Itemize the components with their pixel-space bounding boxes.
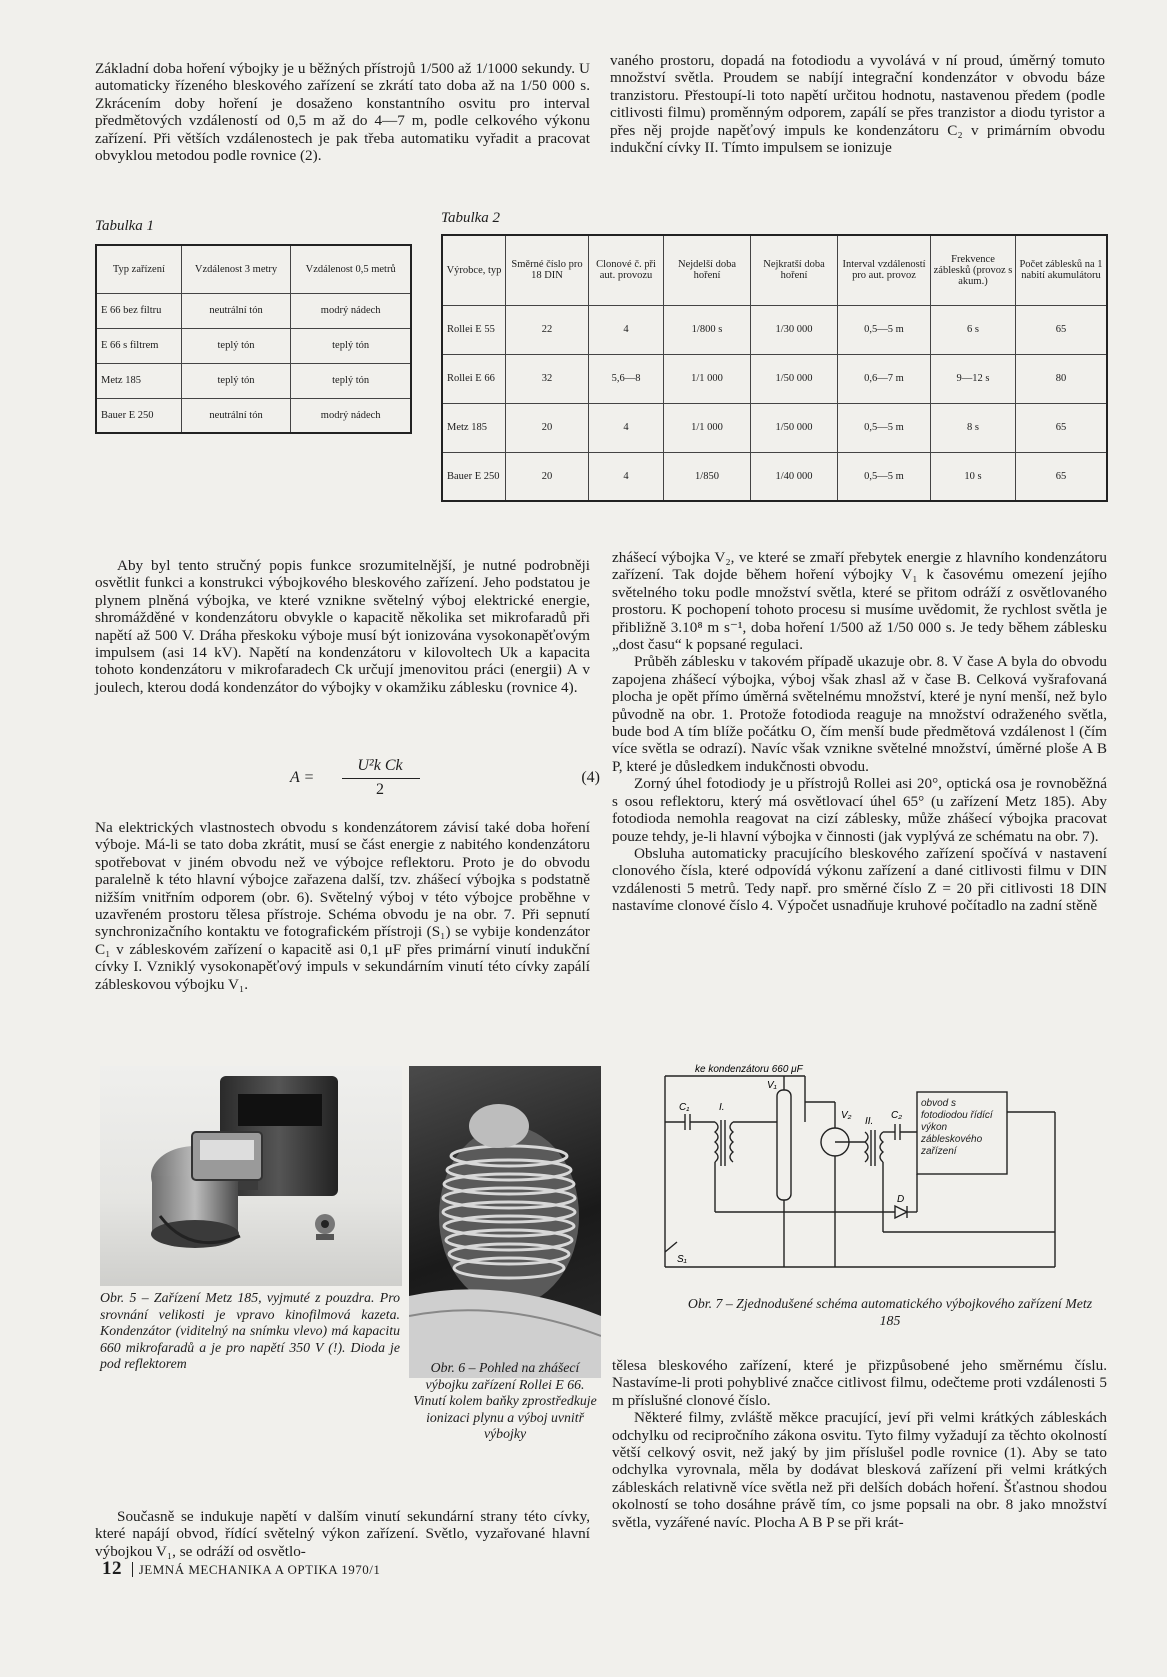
table-row — [442, 305, 1107, 354]
table-cell: 1/1 000 — [664, 354, 751, 403]
caption-obr5: Obr. 5 – Zařízení Metz 185, vyjmuté z pouzdra. Pro srovnání velikosti je vpravo kinofilmová kazeta. Kondenzátor (viditelný na snímku vlevo) má kapacitu 660 mikrofaradů a je pro napětí 350 V (!). Dioda je pod reflektorem — [100, 1290, 400, 1371]
table-cell: neutrální tón — [181, 398, 291, 433]
label-c1: C₁ — [679, 1102, 690, 1113]
table2-header: Počet záblesků na 1 nabití akumulátoru — [1016, 235, 1108, 305]
mid-right-text: zhášecí výbojka V₂, ve které se zmaří přebytek energie z hlavního kondenzátoru zařízení. Tak dojde během hoření výbojky V₁ k časovému omezení jejího světelného toku podle množství světla, které se přitom odráží z osvětlovaného prostoru. K pochopení tohoto procesu si musíme uvědomit, že rychlost světla je přibližně 3.10⁸ m s⁻¹, doba hoření 1/500 až 1/50 000 s. Je tedy během záblesku „dost času“ k popsané regulaci. Průběh záblesku v takovém případě ukazuje obr. 8. V čase A byla do obvodu zapojena zhášecí výbojka, výboj však zhasl až v čase B. Celková vyšrafovaná plocha je opět přímo úměrná světelnému množství, které je nyní menší, než bylo původně na obr. 1. Protože fotodioda reaguje na množství odraženého světla, bude bod A tím blíže počátku O, čím menší bude předmětová vzdálenost l (čím více světla se odrazí). Navíc však vznikne světelné množství, úměrné ploše A B P, které je důsledkem indukčnosti obvodu. Zorný úhel fotodiody je u přístrojů Rollei asi 20°, optická osa je rovnoběžná s osou reflektoru, který má osvětlovací úhel 65° (u zařízení Metz 185). Aby fotodioda nemohla reagovat na cizí záblesky, může zhášecí výbojka pracovat pouze tehdy, je-li hlavní výbojka v činnosti (jak vyplývá ze schématu na obr. 7). Obsluha automaticky pracujícího bleskového zařízení spočívá v nastavení clonového čísla, které odpovídá výkonu zařízení a dané citlivosti filmu v DIN vzdálenosti 5 metrů. Tedy např. pro směrné číslo Z = 20 při citlivosti 18 DIN nastavíme clonové číslo 4. Výpočet usnadňuje kruhové počítadlo na zadní stěně — [612, 549, 1107, 915]
table-cell: 1/800 s — [664, 305, 751, 354]
fraction-bar — [342, 778, 420, 779]
table-cell: modrý nádech — [291, 293, 411, 328]
table-cell: 0,5—5 m — [838, 452, 931, 501]
table-cell: E 66 s filtrem — [96, 328, 181, 363]
table-cell: Metz 185 — [442, 403, 506, 452]
table-cell: teplý tón — [291, 363, 411, 398]
table-row — [442, 452, 1107, 501]
table-row — [96, 328, 411, 363]
equation-4 — [290, 757, 600, 801]
table-cell: Bauer E 250 — [442, 452, 506, 501]
table-row — [442, 403, 1107, 452]
page-footer — [102, 1558, 380, 1580]
table-row — [96, 398, 411, 433]
schematic-obr7 — [655, 1062, 1117, 1292]
table-cell: 22 — [506, 305, 589, 354]
table-cell: teplý tón — [291, 328, 411, 363]
metz-device-image — [100, 1066, 402, 1286]
bottom-right-text: tělesa bleskového zařízení, které je přizpůsobené jeho směrnému číslu. Nastavíme-li proti pohyblivé značce citlivost filmu, odečteme proti vzdálenosti 5 m příslušné clonové číslo. Některé filmy, zvláště měkce pracující, jeví při velmi krátkých zábleskách odchylku od recipročního zákona osvitu. Tyto filmy vyžadují za těchto okolností větší celkový osvit, než jaký by jim příslušel podle rovnice (1). Aby se tato odchylka vyrovnala, měla by dodávat blesková zařízení při velmi krátkých zábleskách relativně více světla než při delších dobách hoření. Šťastnou shodou okolností se toho dosáhne právě tím, co jsme popsali na obr. 8 jako množství světla, vyzářené navíc. Plocha A B P se při krát- — [612, 1357, 1107, 1531]
table2-header: Clonové č. při aut. provozu — [589, 235, 664, 305]
table-cell: 65 — [1016, 305, 1108, 354]
formula-lhs: A = — [290, 769, 315, 786]
table-cell: 5,6—8 — [589, 354, 664, 403]
label-v2: V₂ — [841, 1110, 852, 1121]
table-cell: 10 s — [931, 452, 1016, 501]
table-cell: teplý tón — [181, 328, 291, 363]
table-cell: 0,5—5 m — [838, 403, 931, 452]
label-v1: V₁ — [767, 1080, 777, 1091]
table1-header-row — [96, 245, 411, 293]
table-cell: Rollei E 55 — [442, 305, 506, 354]
caption-obr6: Obr. 6 – Pohled na zhášecí výbojku zařízení Rollei E 66. Vinutí kolem baňky zprostředkuje ionizaci plynu a výboj uvnitř výbojky — [413, 1360, 597, 1441]
table-cell: 1/50 000 — [751, 354, 838, 403]
table2-label: Tabulka 2 — [441, 210, 501, 226]
table-cell: teplý tón — [181, 363, 291, 398]
schematic-box-label: obvod s fotodiodou řídící výkon zábleskového zařízení — [921, 1098, 993, 1157]
table2-header: Nejkratší doba hoření — [751, 235, 838, 305]
table-cell: 9—12 s — [931, 354, 1016, 403]
table-cell: 6 s — [931, 305, 1016, 354]
footer-separator — [132, 1562, 133, 1577]
label-s1: S₁ — [677, 1254, 687, 1265]
table-1 — [95, 244, 412, 434]
table-cell: 1/1 000 — [664, 403, 751, 452]
table-cell: 4 — [589, 403, 664, 452]
table-cell: 4 — [589, 305, 664, 354]
table-cell: 20 — [506, 452, 589, 501]
table2-header: Směrné číslo pro 18 DIN — [506, 235, 589, 305]
table1-header: Typ zařízení — [96, 245, 181, 293]
table-cell: 80 — [1016, 354, 1108, 403]
table1-header: Vzdálenost 3 metry — [181, 245, 291, 293]
table-cell: 0,5—5 m — [838, 305, 931, 354]
photo-obr5 — [100, 1066, 402, 1286]
table-cell: 0,6—7 m — [838, 354, 931, 403]
label-i: I. — [719, 1102, 725, 1113]
table2-header: Výrobce, typ — [442, 235, 506, 305]
formula-denominator: 2 — [376, 781, 384, 798]
table2-header: Interval vzdáleností pro aut. provoz — [838, 235, 931, 305]
table-cell: Rollei E 66 — [442, 354, 506, 403]
table-row — [96, 363, 411, 398]
table-cell: 1/40 000 — [751, 452, 838, 501]
table-cell: 65 — [1016, 452, 1108, 501]
top-right-paragraph: vaného prostoru, dopadá na fotodiodu a vyvolává v ní proud, úměrný tomuto množství světla. Proudem se nabíjí integrační kondenzátor v obvodu báze tranzistoru. Přestoupí-li toto napětí určitou hodnotu, nastavenou předem (podle citlivosti filmu) proměnným odporem, zapálí se přes tranzistor a diodu tyristor a přes něj projde napěťový impuls ke kondenzátoru C₂ v primárním obvodu indukční cívky II. Tímto impulsem se ionizuje — [610, 52, 1105, 157]
table-row — [96, 293, 411, 328]
caption-obr7: Obr. 7 – Zjednodušené schéma automatického výbojkového zařízení Metz 185 — [687, 1296, 1093, 1328]
table-cell: 1/850 — [664, 452, 751, 501]
circuit-diagram — [655, 1062, 1117, 1292]
table-cell: modrý nádech — [291, 398, 411, 433]
quench-tube-image — [409, 1066, 601, 1378]
table2-header: Nejdelší doba hoření — [664, 235, 751, 305]
table-cell: 20 — [506, 403, 589, 452]
label-d: D — [897, 1194, 905, 1205]
mid-left-paragraph-2: Na elektrických vlastnostech obvodu s kondenzátorem závisí také doba hoření výboje. Má-li se tato doba zkrátit, musí se část energie z nabitého kondenzátoru spotřebovat v jiném obvodu než ve výbojce reflektoru. Proto je do obvodu paralelně k této hlavní výbojce zařazena další, tzv. zhášecí výbojka s podstatně nižším vnitřním odporem (obr. 6). Světelný výboj v této výbojce proběhne v uzavřeném prostoru tělesa přístroje. Schéma obvodu je na obr. 7. Při sepnutí synchronizačního kontaktu ve fotografickém přístroji (S₁) se vybije kondenzátor C₁ v zábleskovém zařízení o kapacitě asi 0,1 μF přes primární vinutí indukční cívky I. Vzniklý vysokonapěťový impuls v sekundárním vinutí této cívky zapálí zábleskovou výbojku V₁. — [95, 819, 590, 993]
table2-header-row — [442, 235, 1107, 305]
table-cell: 65 — [1016, 403, 1108, 452]
table-cell: 1/30 000 — [751, 305, 838, 354]
label-ii: II. — [865, 1116, 874, 1127]
schematic-top-label: ke kondenzátoru 660 μF — [695, 1064, 803, 1075]
top-left-paragraph: Základní doba hoření výbojky je u běžných přístrojů 1/500 až 1/1000 sekundy. U automaticky řízeného bleskového zařízení se zkrátí tato doba až na 1/50 000 s. Zkrácením doby hoření je dosaženo konstantního osvitu pro interval předmětových vzdáleností od 0,5 m až do 4—7 m, podle celkového výkonu zařízení. Při větších vzdálenostech je pak třeba automatiku vyřadit a pracovat obvyklou metodou podle rovnice (2). — [95, 60, 590, 165]
table1-header: Vzdálenost 0,5 metrů — [291, 245, 411, 293]
table-cell: Bauer E 250 — [96, 398, 181, 433]
mid-left-paragraph-1: Aby byl tento stručný popis funkce srozumitelnější, je nutné podrobněji osvětlit funkci a konstrukci výbojkového bleskového zařízení. Jeho podstatou je plynem plněná výbojka, ve které vznikne světelný výboj elektrické energie, shromážděné v kondenzátoru obvykle o kapacitě několika set mikrofaradů při napětí až 500 V. Dráha přeskoku výboje musí být ionizována vysokonapěťovým impulsem (asi 14 kV). Napětí na kondenzátoru v kilovoltech Uk a kapacita tohoto kondenzátoru v mikrofaradech Ck určují jmenovitou práci (energii) A v joulech, kterou dodá kondenzátor do výbojky v okamžiku záblesku (rovnice 4). — [95, 557, 590, 696]
table1-label: Tabulka 1 — [95, 218, 155, 234]
table-cell: 4 — [589, 452, 664, 501]
photo-obr6 — [409, 1066, 601, 1378]
label-c2: C₂ — [891, 1110, 903, 1121]
page-number: 12 — [102, 1558, 122, 1579]
formula-numerator: U²k Ck — [357, 757, 403, 774]
equation-number: (4) — [581, 769, 600, 786]
table-cell: 32 — [506, 354, 589, 403]
table-cell: neutrální tón — [181, 293, 291, 328]
journal-name: JEMNÁ MECHANIKA A OPTIKA 1970/1 — [138, 1562, 381, 1577]
table2-header: Frekvence záblesků (provoz s akum.) — [931, 235, 1016, 305]
table-cell: 8 s — [931, 403, 1016, 452]
table-cell: E 66 bez filtru — [96, 293, 181, 328]
table-row — [442, 354, 1107, 403]
bottom-left-paragraph: Současně se indukuje napětí v dalším vinutí sekundární strany této cívky, které napájí obvod, řídící světelný výkon zařízení. Světlo, vyzařované hlavní výbojkou V₁, se odráží od osvětlo- — [95, 1508, 590, 1560]
table-cell: 1/50 000 — [751, 403, 838, 452]
table-2 — [441, 234, 1108, 502]
table-cell: Metz 185 — [96, 363, 181, 398]
